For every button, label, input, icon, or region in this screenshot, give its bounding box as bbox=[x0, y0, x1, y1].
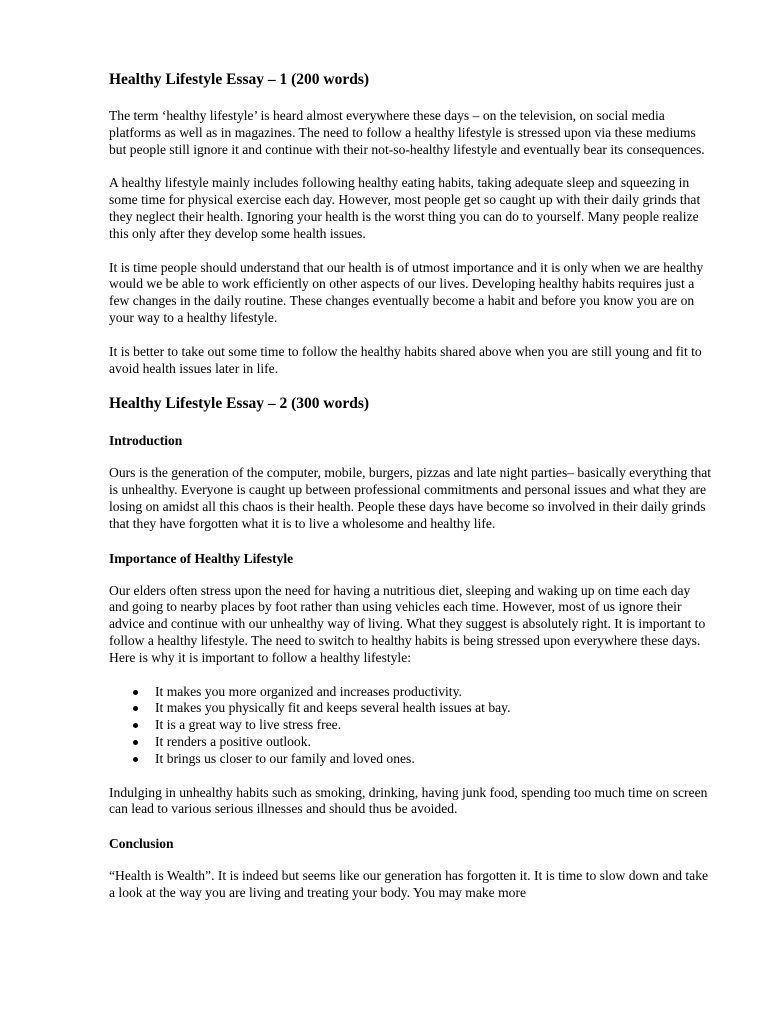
document-body bbox=[109, 70, 712, 919]
essay1-paragraph: The term ‘healthy lifestyle’ is heard almost everywhere these days – on the television, on social media platforms as well as in magazines. The need to follow a healthy lifestyle is stressed upon via these mediums but people still ignore it and continue with their not-so-healthy lifestyle and eventually bear its consequences. bbox=[109, 108, 705, 157]
list-item-text: It makes you more organized and increases productivity. bbox=[155, 683, 462, 699]
list-item-text: It is a great way to live stress free. bbox=[155, 717, 342, 733]
essay1-paragraph: It is better to take out some time to follow the healthy habits shared above when you are still young and fit to avoid health issues later in life. bbox=[109, 343, 702, 376]
list-item bbox=[133, 684, 712, 701]
conclusion-paragraph: “Health is Wealth”. It is indeed but seems like our generation has forgotten it. It is time to slow down and take a look at the way you are living and treating your body. You may make more bbox=[109, 868, 709, 900]
list-item bbox=[133, 717, 712, 734]
bullet-icon bbox=[133, 740, 138, 745]
bullet-icon bbox=[133, 723, 138, 728]
list-item-text: It makes you physically fit and keeps several health issues at bay. bbox=[155, 700, 511, 716]
conclusion-heading: Conclusion bbox=[109, 836, 174, 852]
bullet-icon bbox=[133, 706, 138, 711]
list-item-text: It brings us closer to our family and loved ones. bbox=[155, 750, 415, 766]
benefits-list bbox=[109, 684, 712, 768]
after-list-paragraph: Indulging in unhealthy habits such as smoking, drinking, having junk food, spending too much time on screen can lead to various serious illnesses and should thus be avoided. bbox=[109, 784, 708, 817]
list-item bbox=[133, 734, 712, 751]
list-item bbox=[133, 700, 712, 717]
essay1-paragraph: It is time people should understand that our health is of utmost importance and it is only when we are healthy would we be able to work efficiently on other aspects of our lives. Developing healthy habits requires just a few changes in the daily routine. These changes eventually become a habit and before you know you are on your way to a healthy lifestyle. bbox=[109, 259, 704, 325]
essay1-paragraph: A healthy lifestyle mainly includes following healthy eating habits, taking adequate sleep and squeezing in some time for physical exercise each day. However, most people get so caught up with their daily grinds that they neglect their health. Ignoring your health is the worst thing you can do to yourself. Many people realize this only after they develop some health issues. bbox=[109, 175, 701, 241]
essay1-title: Healthy Lifestyle Essay – 1 (200 words) bbox=[109, 71, 370, 88]
bullet-icon bbox=[133, 757, 138, 762]
bullet-icon bbox=[133, 690, 138, 695]
list-item bbox=[133, 751, 712, 768]
importance-paragraph: Our elders often stress upon the need for having a nutritious diet, sleeping and waking up on time each day and going to nearby places by foot rather than using vehicles each time. However, most of us ignore their advice and continue with our unhealthy way of living. What they suggest is absolutely right. It is important to follow a healthy lifestyle. The need to switch to healthy habits is being stressed upon everywhere these days. Here is why it is important to follow a healthy lifestyle: bbox=[109, 582, 706, 665]
importance-heading: Importance of Healthy Lifestyle bbox=[109, 550, 294, 566]
list-item-text: It renders a positive outlook. bbox=[155, 733, 311, 749]
essay2-title: Healthy Lifestyle Essay – 2 (300 words) bbox=[109, 395, 370, 413]
introduction-paragraph: Ours is the generation of the computer, mobile, burgers, pizzas and late night parties– basically everything that is unhealthy. Everyone is caught up between professional commitments and personal issues and what they are losing on amidst all this chaos is their health. People these days have become so involved in their daily grinds that they have forgotten what it is to live a wholesome and healthy life. bbox=[109, 465, 712, 531]
introduction-heading: Introduction bbox=[109, 433, 183, 449]
